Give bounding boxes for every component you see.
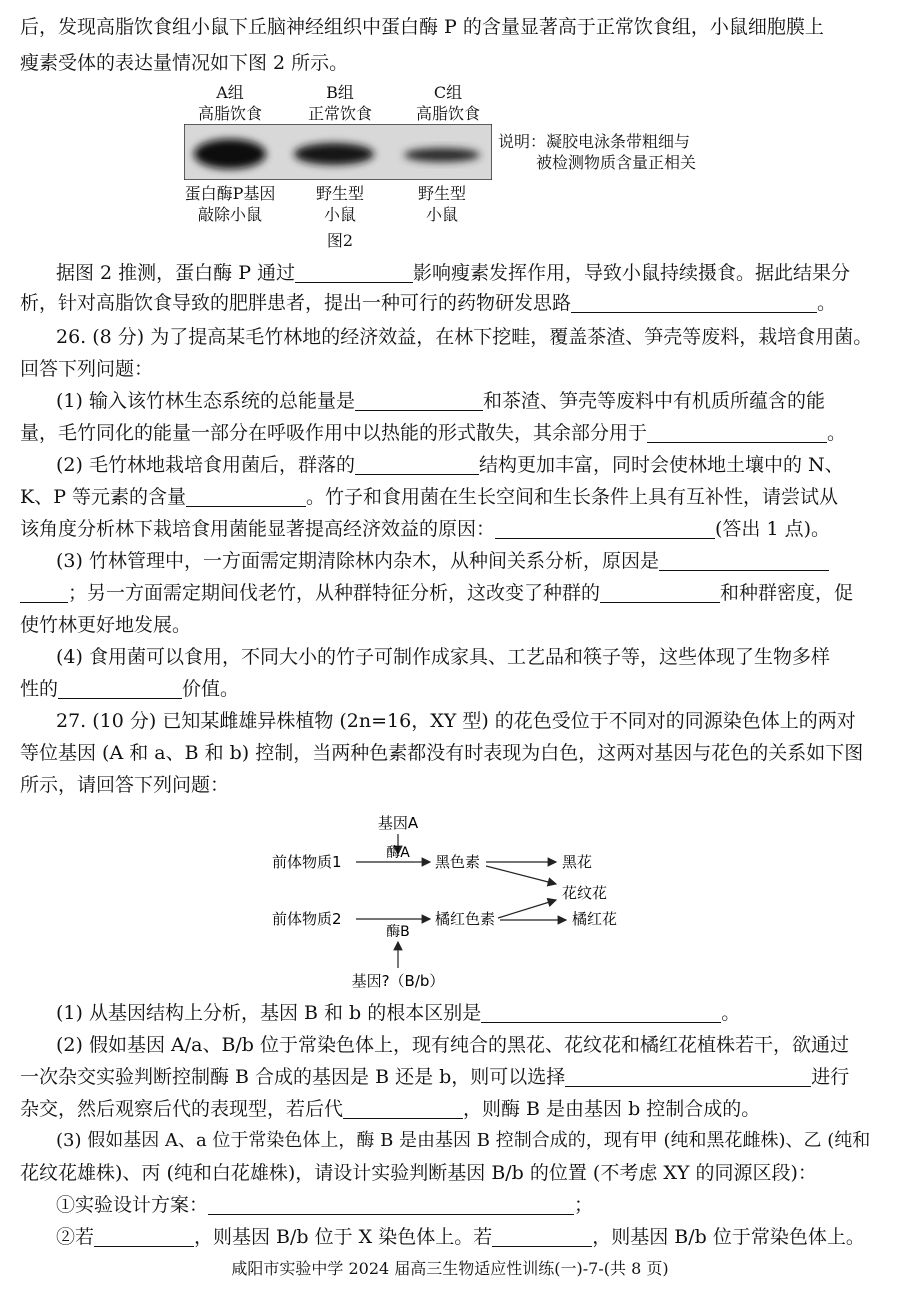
gel-band-c	[404, 148, 480, 162]
page-footer: 咸阳市实验中学 2024 届高三生物适应性训练(一)-7-(共 8 页)	[231, 1259, 669, 1278]
group-b-label: B组 正常饮食	[307, 83, 372, 123]
precursor-2: 前体物质2	[272, 910, 342, 928]
group-b-mouse: 野生型 小鼠	[315, 184, 364, 224]
text-line: 花纹花雄株)、丙 (纯和白花雄株)，请设计实验判断基因 B/b 的位置 (不考虑 XY 的同源区段)：	[20, 1162, 817, 1184]
answer-blank[interactable]	[343, 1098, 463, 1119]
gene-a-label: 基因A	[377, 814, 419, 832]
answer-blank[interactable]	[208, 1194, 574, 1215]
black-pigment: 黑色素	[435, 853, 481, 871]
text-line: ①实验设计方案： ；	[56, 1194, 594, 1216]
answer-blank[interactable]	[481, 1002, 721, 1023]
text-line: 据图 2 推测，蛋白酶 P 通过 影响瘦素发挥作用，导致小鼠持续摄食。据此结果分	[56, 262, 851, 284]
gel-image	[184, 124, 492, 180]
text-line: (3) 竹林管理中，一方面需定期清除林内杂木，从种间关系分析，原因是	[56, 544, 882, 578]
text-line: (2) 假如基因 A/a、B/b 位于常染色体上，现有纯合的黑花、花纹花和橘红花植株若干，欲通过	[56, 1034, 850, 1056]
answer-blank[interactable]	[492, 1226, 592, 1247]
pattern-flower: 花纹花	[562, 884, 608, 902]
question-26-head: 26. (8 分) 为了提高某毛竹林地的经济效益，在林下挖畦，覆盖茶渣、笋壳等废料，栽培食用菌。	[56, 326, 873, 348]
group-a-mouse: 蛋白酶P基因 敲除小鼠	[184, 184, 276, 224]
answer-blank[interactable]	[186, 486, 306, 507]
text-line: (1) 从基因结构上分析，基因 B 和 b 的根本区别是 。	[56, 1002, 741, 1024]
gel-note: 说明：凝胶电泳条带粗细与 被检测物质含量正相关	[498, 132, 697, 172]
group-c-label: C组 高脂饮食	[415, 83, 480, 123]
answer-blank[interactable]	[495, 518, 715, 539]
text-line: K、P 等元素的含量 。竹子和食用菌在生长空间和生长条件上具有互补性，请尝试从	[20, 486, 839, 508]
text-line: 等位基因 (A 和 a、B 和 b) 控制，当两种色素都没有时表现为白色，这两对基因与花色的关系如下图	[20, 742, 864, 764]
answer-blank[interactable]	[355, 454, 479, 475]
text-line: 杂交，然后观察后代的表现型，若后代 ，则酶 B 是由基因 b 控制合成的。	[20, 1098, 761, 1120]
black-flower: 黑花	[562, 853, 593, 871]
question-27-head: 27. (10 分) 已知某雌雄异株植物 (2n=16，XY 型) 的花色受位于不同对的同源染色体上的两对	[56, 710, 856, 732]
text-line: 所示，请回答下列问题：	[20, 774, 230, 796]
text-line: ；另一方面需定期间伐老竹，从种群特征分析，这改变了种群的 和种群密度，促	[20, 576, 882, 610]
answer-blank[interactable]	[565, 1066, 811, 1087]
answer-blank[interactable]	[20, 582, 68, 603]
text-line: 一次杂交实验判断控制酶 B 合成的基因是 B 还是 b，则可以选择 进行	[20, 1066, 850, 1088]
answer-blank[interactable]	[58, 678, 182, 699]
text-line: 后，发现高脂饮食组小鼠下丘脑神经组织中蛋白酶 P 的含量显著高于正常饮食组，小鼠细胞膜上	[20, 16, 824, 38]
answer-blank[interactable]	[355, 390, 483, 411]
text-line: 使竹林更好地发展。	[20, 614, 192, 636]
text-line: 量，毛竹同化的能量一部分在呼吸作用中以热能的形式散失，其余部分用于 。	[20, 422, 847, 444]
answer-blank[interactable]	[295, 262, 413, 283]
text-line: 析，针对高脂饮食导致的肥胖患者，提出一种可行的药物研发思路 。	[20, 292, 837, 314]
answer-blank[interactable]	[571, 292, 817, 313]
enzyme-a-label: 酶A	[386, 845, 410, 861]
arrow-black-to-pattern	[486, 866, 556, 884]
orange-flower: 橘红花	[572, 910, 618, 928]
answer-blank[interactable]	[94, 1226, 194, 1247]
answer-blank[interactable]	[600, 582, 720, 603]
orange-pigment: 橘红色素	[435, 910, 496, 928]
text-line: (2) 毛竹林地栽培食用菌后，群落的 结构更加丰富，同时会使林地土壤中的 N、	[56, 454, 844, 476]
enzyme-b-label: 酶B	[386, 924, 410, 940]
text-line: (4) 食用菌可以食用，不同大小的竹子可制作成家具、工艺品和筷子等，这些体现了生物多样	[56, 646, 830, 668]
text-line: 性的 价值。	[20, 678, 240, 700]
pigment-pathway-diagram	[260, 812, 660, 992]
arrow-orange-to-pattern	[498, 900, 556, 918]
text-line: (1) 输入该竹林生态系统的总能量是 和茶渣、笋壳等废料中有机质所蕴含的能	[56, 390, 825, 412]
figure-caption: 图2	[326, 231, 354, 250]
group-c-mouse: 野生型 小鼠	[417, 184, 466, 224]
text-line: ②若 ，则基因 B/b 位于 X 染色体上。若 ，则基因 B/b 位于常染色体上。	[56, 1226, 865, 1248]
text-line: 瘦素受体的表达量情况如下图 2 所示。	[20, 52, 349, 74]
group-a-label: A组 高脂饮食	[197, 83, 262, 123]
gene-b-label: 基因?（B/b）	[351, 972, 445, 990]
text-line: 该角度分析林下栽培食用菌能显著提高经济效益的原因： (答出 1 点)。	[20, 518, 831, 540]
answer-blank[interactable]	[647, 422, 827, 443]
gel-band-a	[194, 139, 266, 169]
text-line: 回答下列问题：	[20, 358, 154, 380]
text-line: (3) 假如基因 A、a 位于常染色体上，酶 B 是由基因 B 控制合成的，现有甲 (纯和黑花雌株)、乙 (纯和	[56, 1130, 871, 1151]
precursor-1: 前体物质1	[272, 853, 342, 871]
answer-blank[interactable]	[659, 550, 829, 571]
gel-band-b	[294, 143, 374, 165]
